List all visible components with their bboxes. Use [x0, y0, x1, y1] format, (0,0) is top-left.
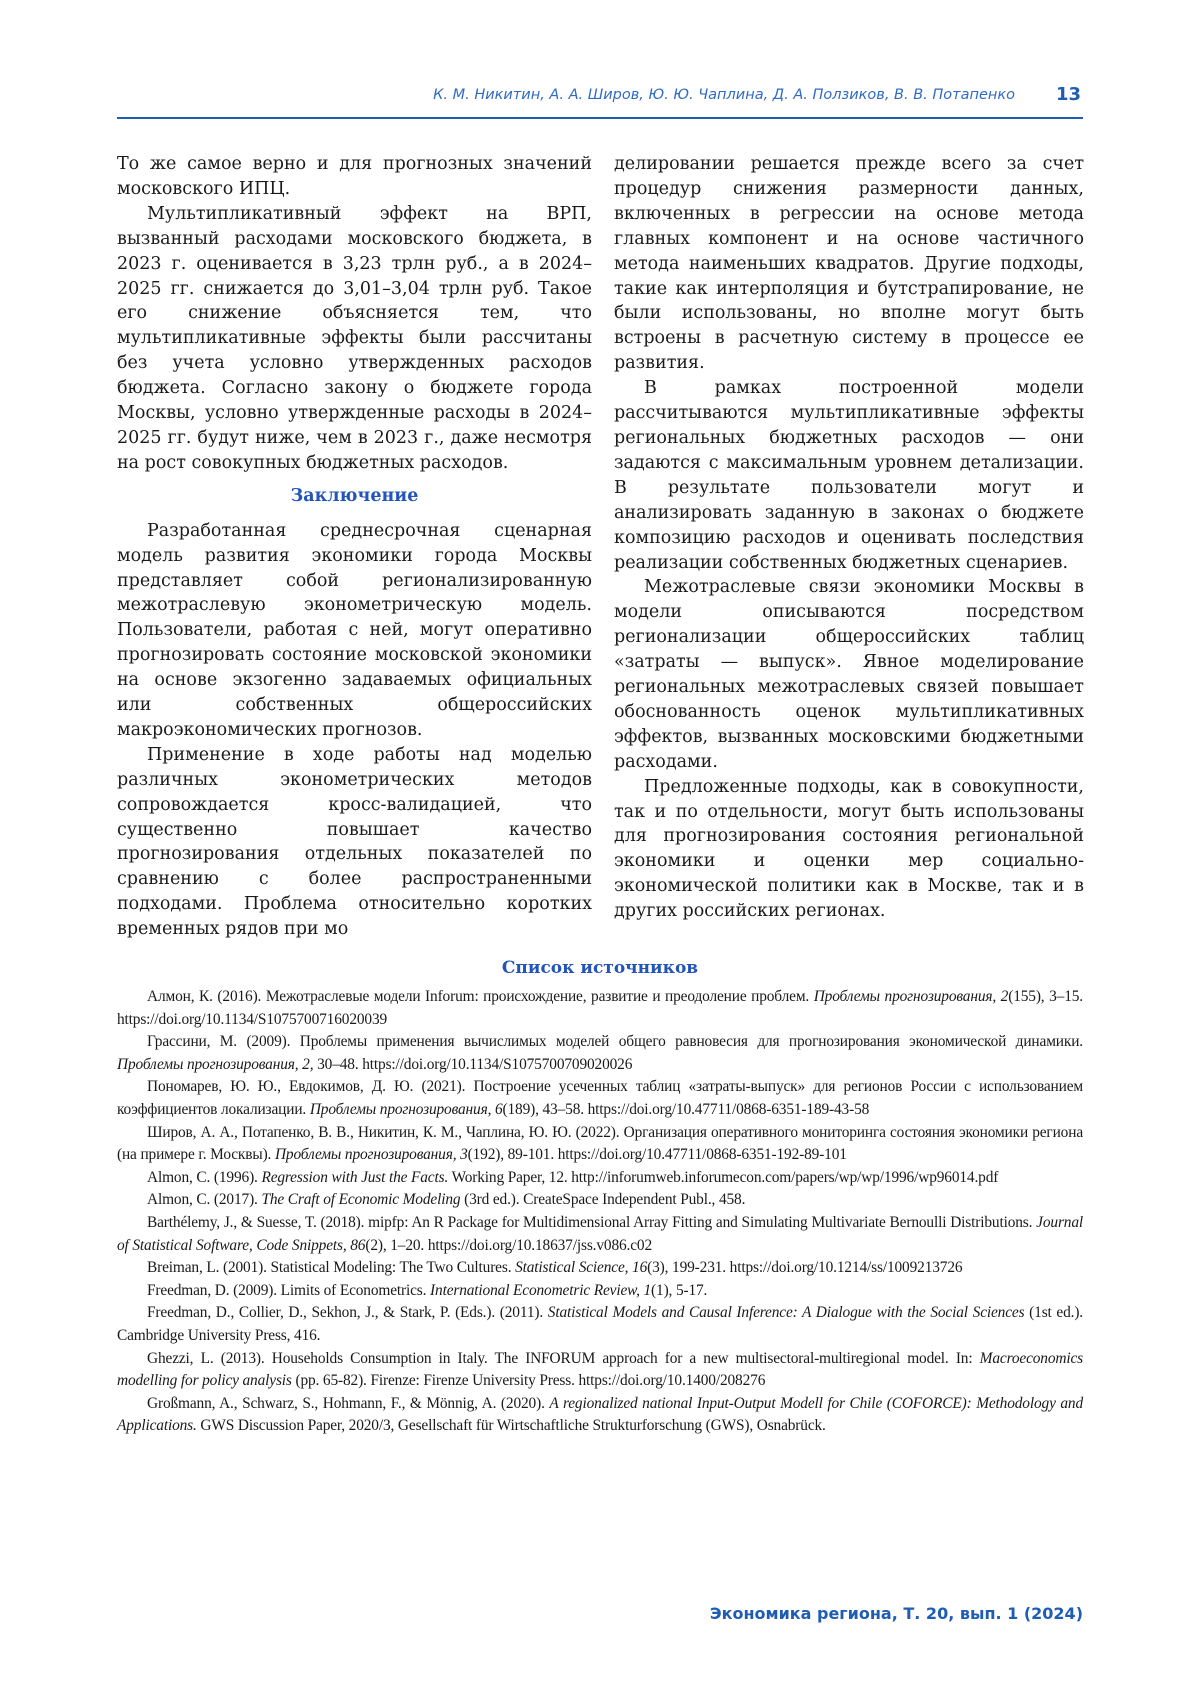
section-title-conclusion: Заключение [290, 485, 419, 506]
reference-source: Statistical Science, 16 [515, 1259, 648, 1277]
reference-text: Грассини, М. (2009). Проблемы применения вычислимых моделей общего равновесия для прогнозирования экономической динамики. [147, 1033, 1083, 1051]
paragraph: Предложенные подходы, как в совокупности, так и по отдельности, могут быть использованы для прогнозирования состояния региональной экономики и оценки мер социально-экономической политики как в Москве, так и в других российских регионах. [614, 776, 1084, 922]
paragraph: В рамках построенной модели рассчитываются мультипликативные эффекты региональных бюджетных расходов — они задаются с максимальным уровнем детализации. В результате пользователи могут и анализировать заданную в законах о бюджете композицию расходов и оценивать последствия реализации собственных бюджетных сценариев. [614, 378, 1084, 573]
reference-source: Проблемы прогнозирования, 3 [274, 1146, 468, 1164]
reference-item [117, 1031, 1083, 1076]
reference-text: Алмон, К. (2016). Межотраслевые модели Inforum: происхождение, развитие и преодоление проблем. [147, 988, 814, 1005]
reference-text: Пономарев, Ю. Ю., Евдокимов, Д. Ю. (2021). Построение усеченных таблиц «затраты-выпуск» для регионов России с использованием коэффициентов локализации. [117, 1078, 1083, 1118]
reference-text: GWS Discussion Paper, 2020/3, Gesellschaft für Wirtschaftliche Strukturforschung (GWS), Osnabrück. [196, 1417, 826, 1435]
reference-item [117, 986, 1083, 1031]
paragraph: Применение в ходе работы над моделью различных эконометрических методов сопровождается кросс-валидацией, что существенно повышает качество прогнозирования отдельных показателей по сравнению с более распространенными подходами. Проблема относительно коротких временных рядов при мо [117, 744, 592, 940]
reference-source: Macroeconomics modelling for policy analysis [117, 1349, 1083, 1390]
reference-source: International Econometric Review, 1 [430, 1281, 652, 1299]
reference-text: (192), 89-101. https://doi.org/10.47711/0868-6351-192-89-101 [467, 1146, 847, 1164]
reference-text: Ghezzi, L. (2013). Households Consumption in Italy. The INFORUM approach for a new multisectoral-multiregional model. In: [147, 1349, 980, 1367]
right-column [614, 152, 1084, 924]
reference-item [117, 1167, 1083, 1190]
reference-source: Проблемы прогнозирования, 6 [309, 1100, 503, 1118]
journal-footer: Экономика региона, Т. 20, вып. 1 (2024) [709, 1604, 1083, 1623]
reference-text: Almon, C. (2017). [147, 1191, 262, 1209]
reference-item [117, 1189, 1083, 1212]
left-column [117, 152, 592, 942]
reference-item [117, 1280, 1083, 1303]
reference-text: Working Paper, 12. http://inforumweb.inforumecon.com/papers/wp/wp/1996/wp96014.pdf [448, 1168, 999, 1186]
reference-source: Regression with Just the Facts. [261, 1168, 449, 1186]
paragraph: То же самое верно и для прогнозных значений московского ИПЦ. [117, 154, 592, 199]
references-title: Список источников [501, 958, 699, 978]
reference-text: (3rd ed.). CreateSpace Independent Publ., 458. [460, 1191, 746, 1209]
reference-text: Großmann, A., Schwarz, S., Hohmann, F., & Mönnig, A. (2020). [147, 1394, 550, 1412]
reference-text: Breiman, L. (2001). Statistical Modeling: The Two Cultures. [147, 1259, 516, 1277]
reference-source: Journal of Statistical Software, Code Snippets, 86 [117, 1213, 1083, 1254]
reference-source: The Craft of Economic Modeling [261, 1191, 461, 1209]
reference-item [117, 1212, 1083, 1257]
reference-text: Barthélemy, J., & Suesse, T. (2018). mipfp: An R Package for Multidimensional Array Fitting and Simulating Multivariate Bernoulli Distributions. [147, 1213, 1037, 1231]
reference-text: (3), 199-231. https://doi.org/10.1214/ss/1009213726 [647, 1259, 963, 1277]
paragraph: Разработанная среднесрочная сценарная модель развития экономики города Москвы представляет собой регионализированную межотраслевую эконометрическую модель. Пользователи, работая с ней, могут оперативно прогнозировать состояние московской экономики на основе экзогенно задаваемых официальных или собственных общероссийских макроэкономических прогнозов. [117, 520, 592, 740]
reference-item [117, 1302, 1083, 1347]
paragraph: делировании решается прежде всего за счет процедур снижения размерности данных, включенных в регрессии на основе метода главных компонент и на основе частичного метода наименьших квадратов. Другие подходы, такие как интерполяция и бутстрапирование, не были использованы, но вполне могут быть встроены в расчетную систему в процессе ее развития. [614, 154, 1084, 374]
page-number: 13 [1055, 84, 1081, 105]
reference-source: Проблемы прогнозирования, 2 [813, 988, 1009, 1005]
reference-text: (1st ed.). Cambridge University Press, 416. [117, 1304, 1084, 1344]
paragraph: Межотраслевые связи экономики Москвы в модели описываются посредством регионализации общероссийских таблиц «затраты — выпуск». Явное моделирование региональных межотраслевых связей повышает обоснованность оценок мультипликативных эффектов, вызванных московскими бюджетными расходами. [614, 577, 1084, 772]
reference-text: 30–48. https://doi.org/10.1134/S1075700709020026 [313, 1055, 633, 1073]
reference-source: A regionalized national Input-Output Modell for Chile (COFORCE): Methodology and Applications. [117, 1394, 1084, 1435]
reference-text: (pp. 65-82). Firenze: Firenze University Press. https://doi.org/10.1400/208276 [291, 1372, 766, 1390]
running-header [117, 83, 1083, 119]
reference-text: Freedman, D., Collier, D., Sekhon, J., & Stark, P. (Eds.). (2011). [147, 1304, 548, 1322]
reference-text: Almon, C. (1996). [147, 1168, 262, 1186]
reference-text: Широв, А. А., Потапенко, В. В., Никитин, К. М., Чаплина, Ю. Ю. (2022). Организация оперативного мониторинга состояния экономики региона (на примере г. Москвы). [117, 1123, 1083, 1164]
reference-item [117, 1122, 1083, 1167]
reference-text: (2), 1–20. https://doi.org/10.18637/jss.v086.c02 [365, 1236, 653, 1254]
reference-item [117, 1257, 1083, 1280]
reference-item [117, 1393, 1083, 1438]
reference-text: Freedman, D. (2009). Limits of Econometrics. [147, 1281, 431, 1299]
reference-text: (1), 5-17. [651, 1281, 708, 1299]
reference-item [117, 1348, 1083, 1393]
reference-item [117, 1076, 1083, 1121]
reference-text: (189), 43–58. https://doi.org/10.47711/0868-6351-189-43-58 [502, 1100, 870, 1118]
reference-text: (155), 3–15. https://doi.org/10.1134/S1075700716020039 [117, 988, 1083, 1028]
paragraph: Мультипликативный эффект на ВРП, вызванный расходами московского бюджета, в 2023 г. оценивается в 3,23 трлн руб., а в 2024–2025 гг. снижается до 3,01–3,04 трлн руб. Такое его снижение объясняется тем, что мультипликативные эффекты были рассчитаны без учета условно утвержденных расходов бюджета. Согласно закону о бюджете города Москвы, условно утвержденные расходы в 2024–2025 гг. будут ниже, чем в 2023 г., даже несмотря на рост совокупных бюджетных расходов. [117, 203, 592, 473]
reference-source: Statistical Models and Causal Inference: A Dialogue with the Social Sciences [547, 1304, 1025, 1322]
references-list [117, 986, 1083, 1438]
reference-source: Проблемы прогнозирования, 2, [117, 1055, 314, 1073]
header-authors: К. М. Никитин, А. А. Широв, Ю. Ю. Чаплина, Д. А. Ползиков, В. В. Потапенко [433, 87, 1015, 103]
